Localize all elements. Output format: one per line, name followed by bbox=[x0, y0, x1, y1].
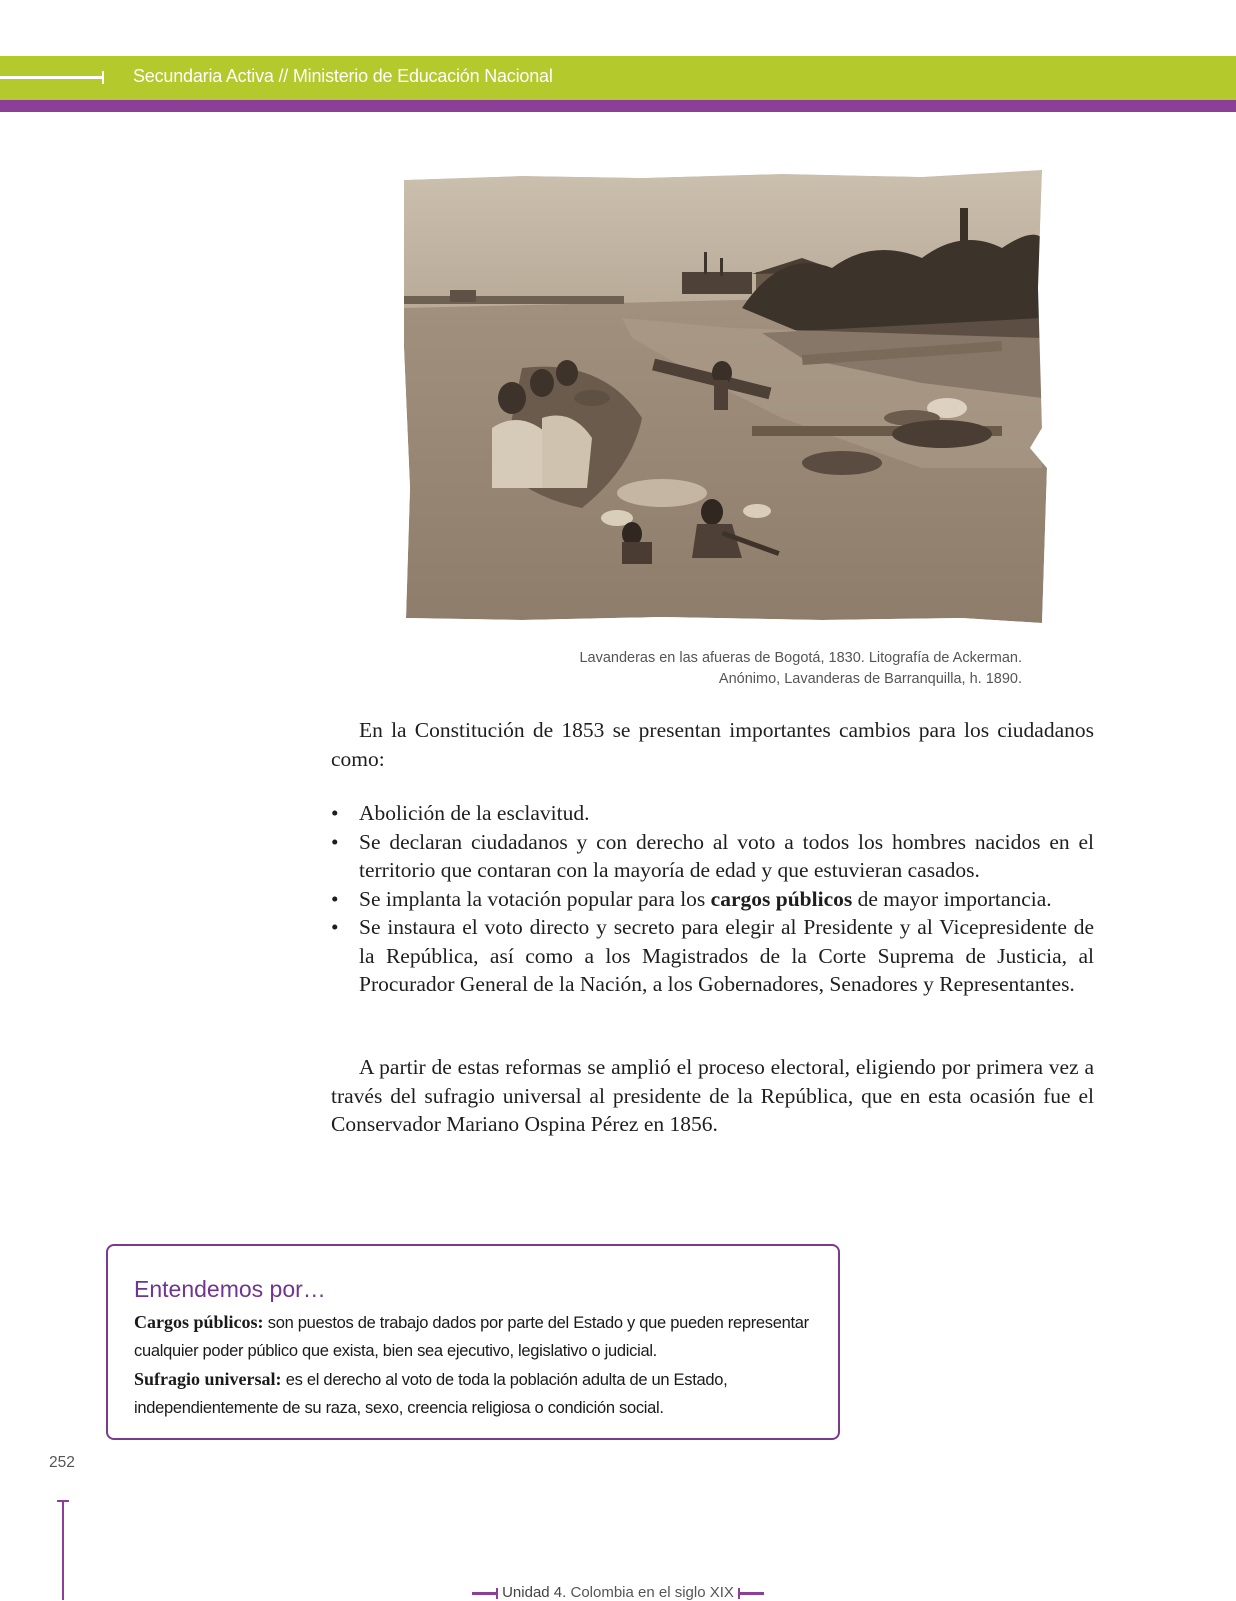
definition-term: Sufragio universal: bbox=[134, 1369, 282, 1389]
closing-paragraph bbox=[331, 1053, 1094, 1139]
closing-text: A partir de estas reformas se amplió el proceso electoral, eligiendo por primera vez a través del sufragio universal al presidente de la República, que en esta ocasión fue el Conservador Mariano Ospina Pérez en 1856. bbox=[331, 1055, 1094, 1136]
definitions-box bbox=[106, 1244, 840, 1440]
definition-text: es el derecho al voto de toda la población adulta de un Estado, independientemente de su raza, sexo, creencia religiosa o condición social. bbox=[134, 1371, 728, 1417]
list-item-text: Se instaura el voto directo y secreto para elegir al Presidente y al Vicepresidente de la República, así como a los Magistrados de la Corte Suprema de Justicia, al Procurador General de la Nación, a los Gobernadores, Senadores y Representantes. bbox=[359, 915, 1094, 996]
photo-caption-line1: Lavanderas en las afueras de Bogotá, 1830. Litografía de Ackerman. bbox=[579, 650, 1022, 666]
list-item bbox=[331, 913, 1094, 999]
bold-term-cargos-publicos: cargos públicos bbox=[710, 886, 853, 911]
photo-caption-line2: Anónimo, Lavanderas de Barranquilla, h. 1890. bbox=[718, 671, 1022, 687]
bullet-icon: • bbox=[331, 801, 339, 825]
header-rule bbox=[0, 76, 104, 79]
bullet-icon: • bbox=[331, 886, 339, 911]
definitions-title: Entendemos por… bbox=[134, 1276, 326, 1302]
reforms-list bbox=[331, 799, 1094, 999]
footer bbox=[0, 1584, 1236, 1601]
footer-unit: Unidad 4. bbox=[502, 1584, 567, 1601]
footer-rule-right bbox=[738, 1592, 764, 1595]
list-item-text: Abolición de la esclavitud. bbox=[359, 801, 590, 825]
photo-caption bbox=[579, 648, 1022, 690]
definition-text: son puestos de trabajo dados por parte del Estado y que pueden representar cualquier poder público que exista, bien sea ejecutivo, legislativo o judicial. bbox=[134, 1314, 809, 1360]
photograph bbox=[402, 168, 1052, 623]
list-item-text-after: de mayor importancia. bbox=[852, 886, 1052, 911]
list-item-text-before: Se implanta la votación popular para los bbox=[359, 886, 711, 911]
bullet-icon: • bbox=[331, 915, 339, 939]
intro-text: En la Constitución de 1853 se presentan importantes cambios para los ciudadanos como: bbox=[331, 718, 1094, 771]
list-item bbox=[331, 885, 1094, 914]
bullet-icon: • bbox=[331, 829, 339, 854]
footer-rule-left bbox=[472, 1592, 498, 1595]
header-title: Secundaria Activa // Ministerio de Educación Nacional bbox=[133, 66, 553, 86]
header-stripe bbox=[0, 100, 1236, 112]
page-number: 252 bbox=[49, 1454, 75, 1471]
intro-paragraph bbox=[331, 716, 1094, 773]
list-item bbox=[331, 799, 1094, 828]
sepia-photograph-washerwomen-river-icon bbox=[402, 168, 1052, 623]
definitions-text bbox=[134, 1308, 824, 1422]
list-item-text: Se declaran ciudadanos y con derecho al voto a todos los hombres nacidos en el territorio que contaran con la mayoría de edad y que estuvieran casados. bbox=[359, 829, 1094, 882]
list-item bbox=[331, 828, 1094, 885]
definition-term: Cargos públicos: bbox=[134, 1312, 264, 1332]
footer-title: Colombia en el siglo XIX bbox=[566, 1584, 734, 1601]
